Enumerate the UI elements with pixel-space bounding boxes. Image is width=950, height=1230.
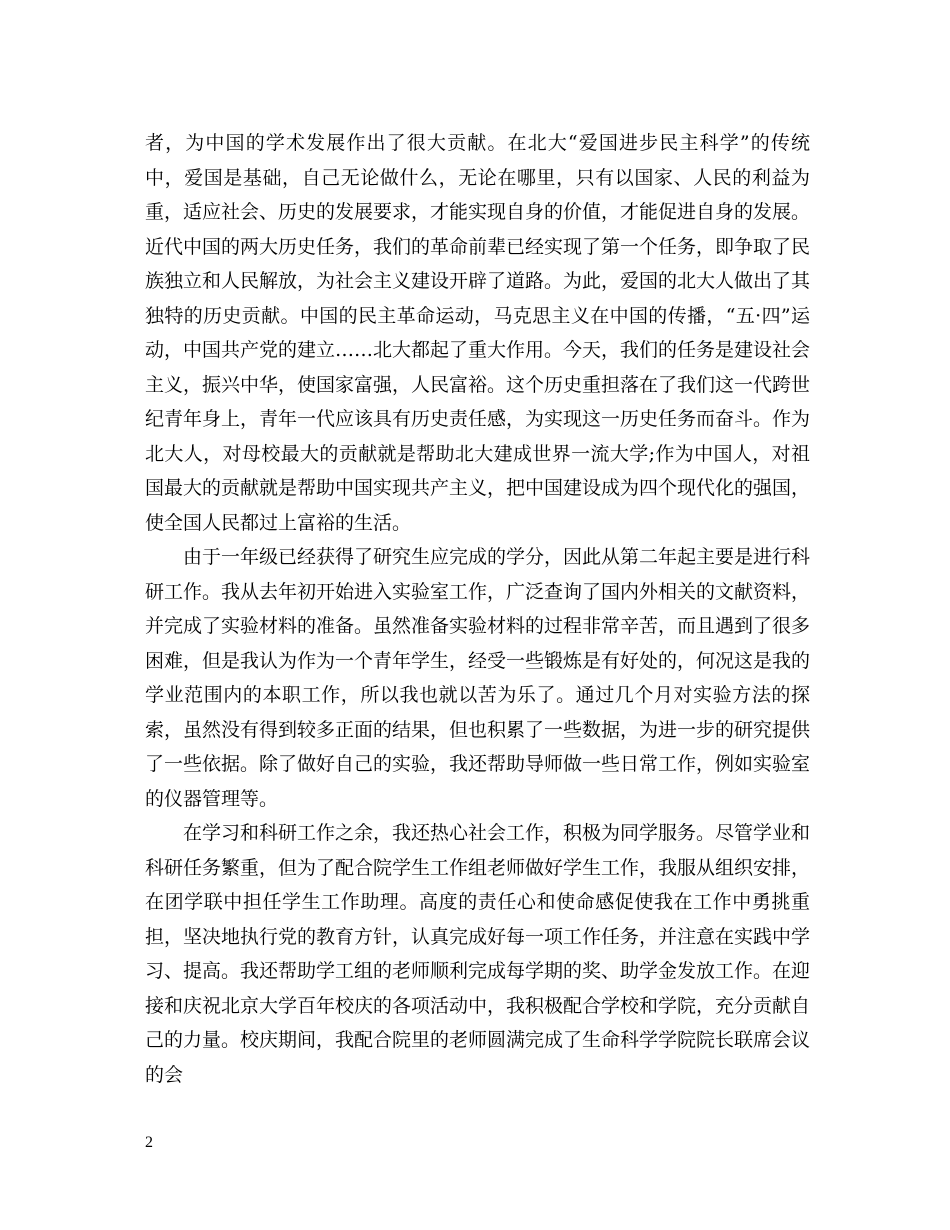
- paragraph-continuation: 者，为中国的学术发展作出了很大贡献。在北大“爱国进步民主科学”的传统中，爱国是基础，自己无论做什么，无论在哪里，只有以国家、人民的利益为重，适应社会、历史的发展要求，才能实现自身的价值，才能促进自身的发展。近代中国的两大历史任务，我们的革命前辈已经实现了第一个任务，即争取了民族独立和人民解放，为社会主义建设开辟了道路。为此，爱国的北大人做出了其独特的历史贡献。中国的民主革命运动，马克思主义在中国的传播，“五·四”运动，中国共产党的建立……北大都起了重大作用。今天，我们的任务是建设社会主义，振兴中华，使国家富强，人民富裕。这个历史重担落在了我们这一代跨世纪青年身上，青年一代应该具有历史责任感，为实现这一历史任务而奋斗。作为北大人，对母校最大的贡献就是帮助北大建成世界一流大学;作为中国人，对祖国最大的贡献就是帮助中国实现共产主义，把中国建设成为四个现代化的强国，使全国人民都过上富裕的生活。: [145, 132, 811, 534]
- paragraph-social-work: 在学习和科研工作之余，我还热心社会工作，积极为同学服务。尽管学业和科研任务繁重，但为了配合院学生工作组老师做好学生工作，我服从组织安排，在团学联中担任学生工作助理。高度的责任心和使命感促使我在工作中勇挑重担，坚决地执行党的教育方针，认真完成好每一项工作任务，并注意在实践中学习、提高。我还帮助学工组的老师顺利完成每学期的奖、助学金发放工作。在迎接和庆祝北京大学百年校庆的各项活动中，我积极配合学校和学院，充分贡献自己的力量。校庆期间，我配合院里的老师圆满完成了生命科学学院院长联席会议的会: [145, 822, 811, 1086]
- paragraph-research-work: 由于一年级已经获得了研究生应完成的学分，因此从第二年起主要是进行科研工作。我从去年初开始进入实验室工作，广泛查询了国内外相关的文献资料，并完成了实验材料的准备。虽然准备实验材料的过程非常辛苦，而且遇到了很多困难，但是我认为作为一个青年学生，经受一些锻炼是有好处的，何况这是我的学业范围内的本职工作，所以我也就以苦为乐了。通过几个月对实验方法的探索，虽然没有得到较多正面的结果，但也积累了一些数据，为进一步的研究提供了一些依据。除了做好自己的实验，我还帮助导师做一些日常工作，例如实验室的仪器管理等。: [145, 546, 811, 810]
- page-number: 2: [145, 1134, 153, 1151]
- body-text: [145, 126, 810, 1092]
